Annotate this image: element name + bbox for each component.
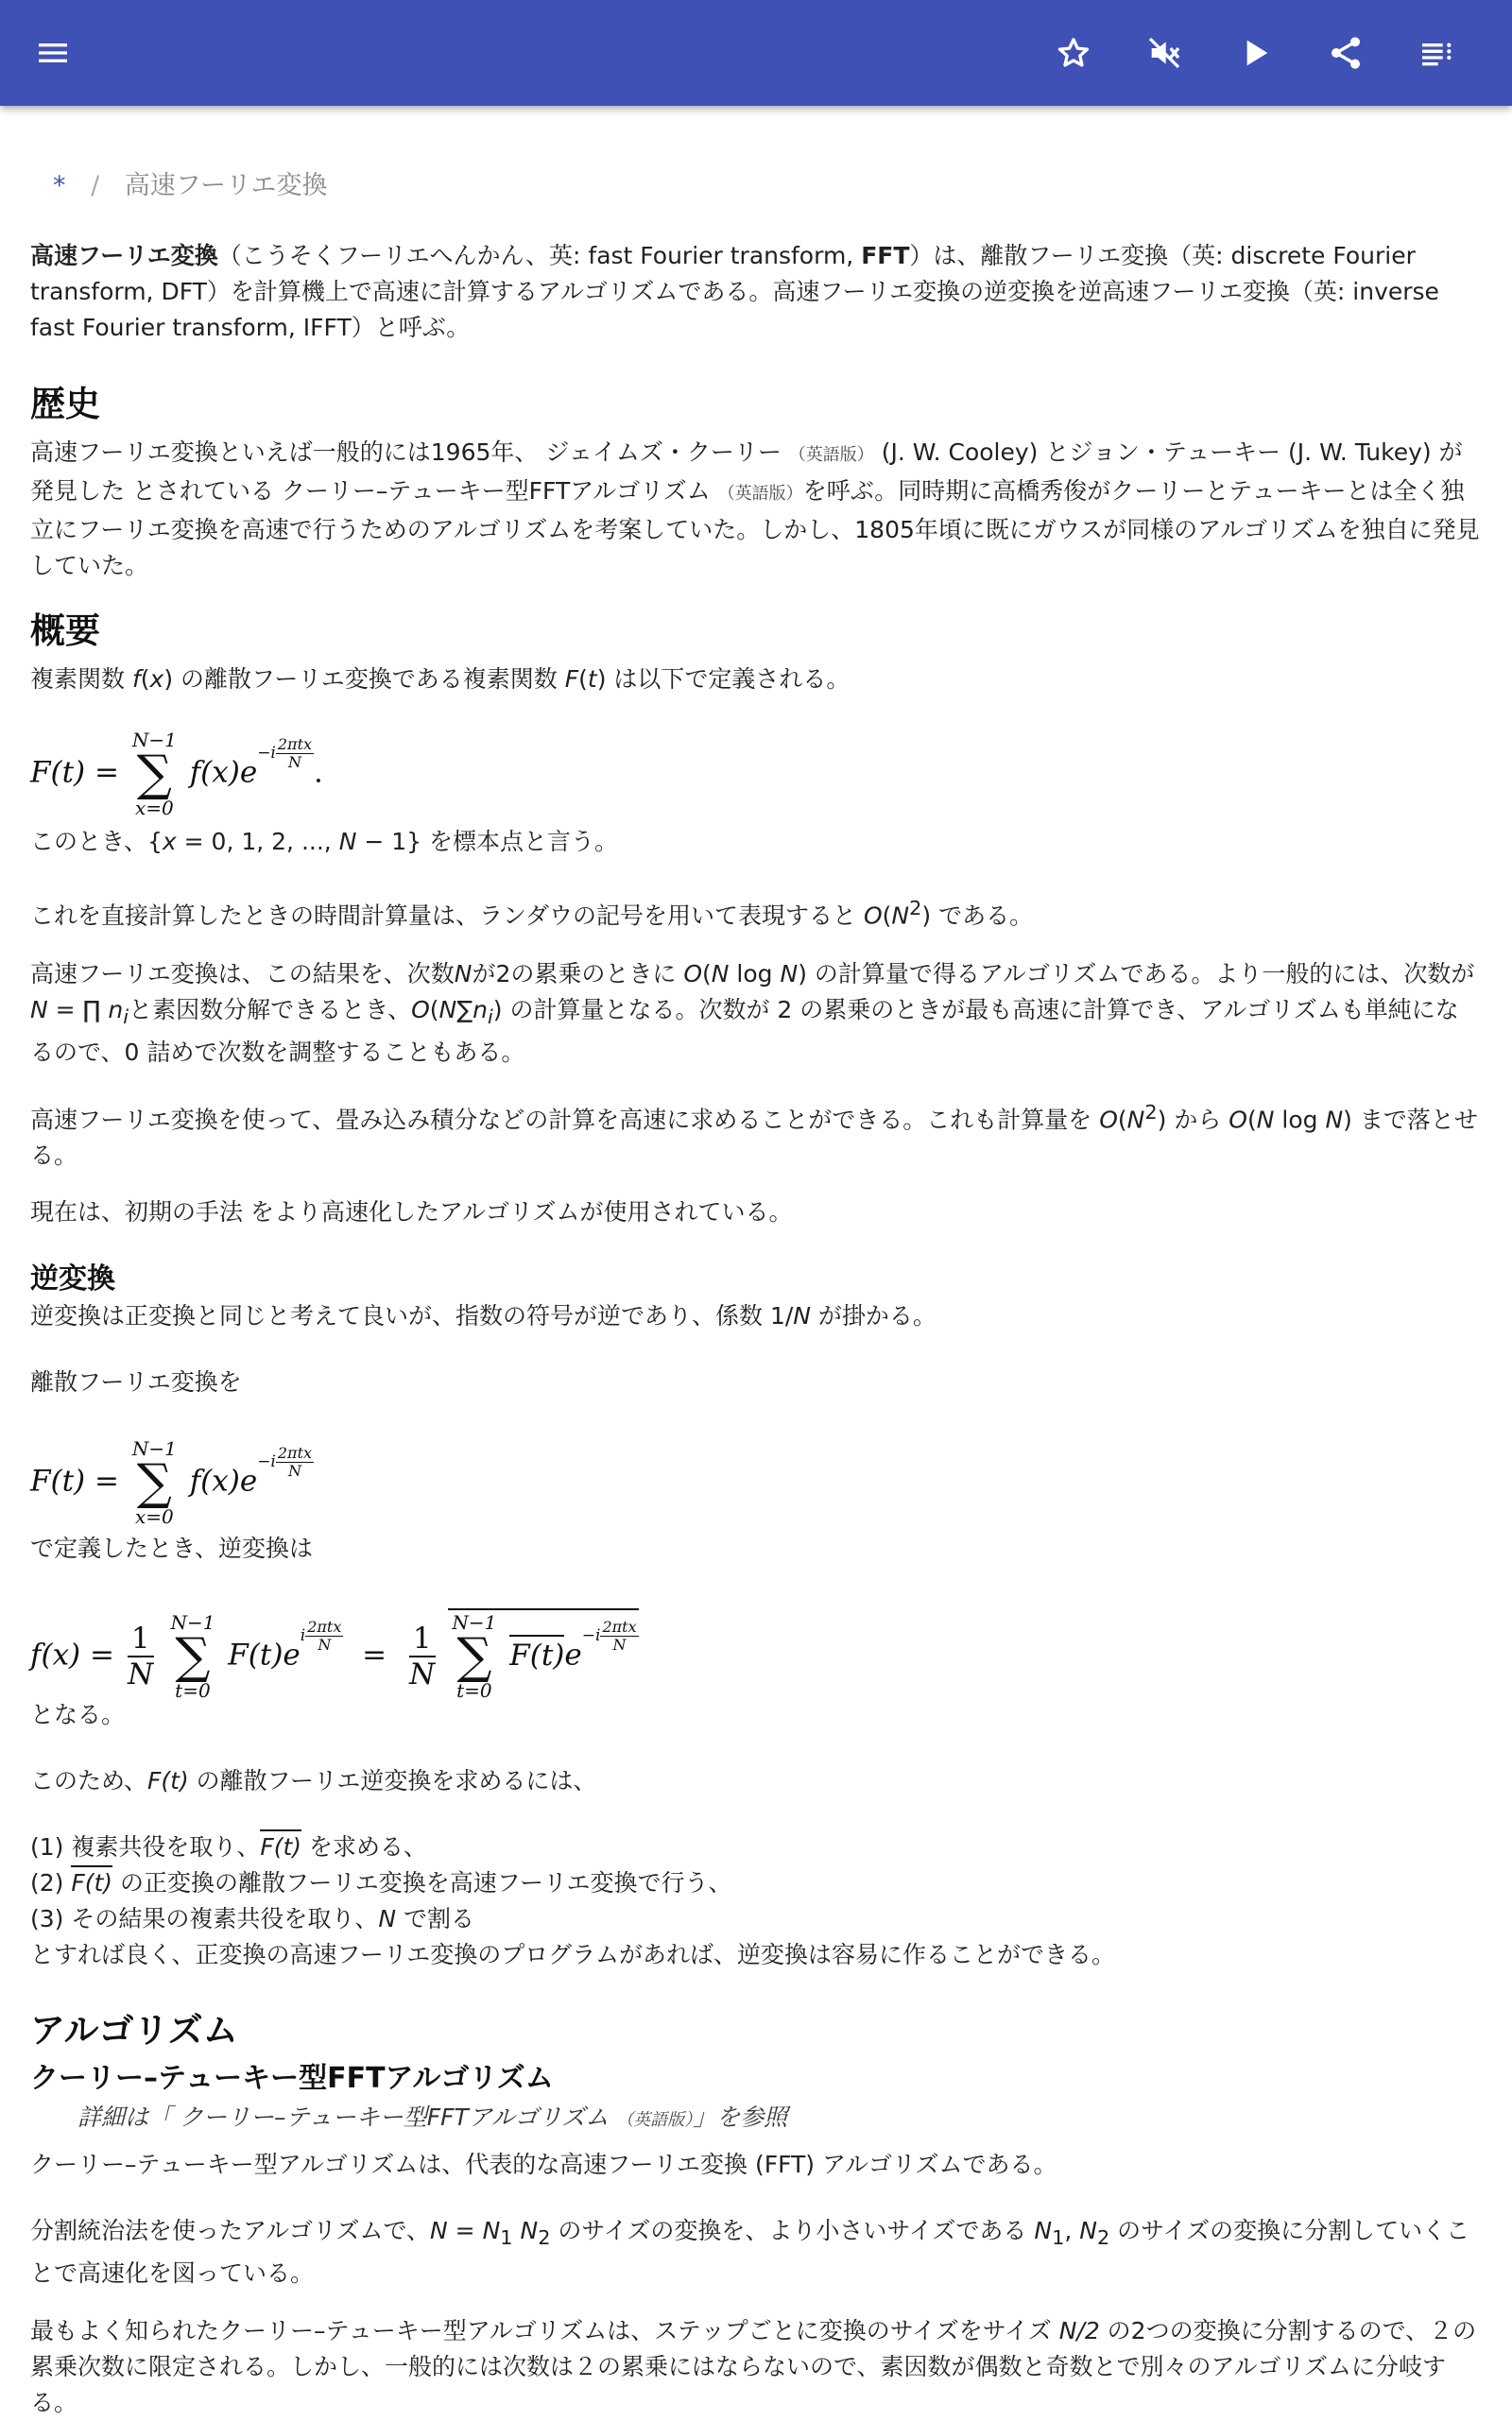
inverse-paragraph-1: 逆変換は正変換と同じと考えて良いが、指数の符号が逆であり、係数 1/N が掛かる。 — [30, 1302, 936, 1330]
algorithm-paragraph-2: 分割統治法を使ったアルゴリズムで、$N = N_1$ $N_2$ のサイズの変換を、より小さいサイズである $N_1$, $N_2$ のサイズの変換に分割していくことで高速化を図っている。 — [30, 2217, 1470, 2287]
algorithm-paragraph-1: クーリー–テューキー型アルゴリズムは、代表的な高速フーリエ変換 (FFT) アルゴリズムである。 — [30, 2151, 1057, 2178]
inverse-paragraph-5: このため、F(t) の離散フーリエ逆変換を求めるには、 — [30, 1767, 597, 1794]
equation-inverse-dft: f(x) = $\frac{1}{N}$ N−1 ∑ t=0 $F(t)e^{i \frac{\text{2πtx}}{N}}$ = $\frac{1}{N}$ N−1 ∑ t=0 $F(t)e^{-i \frac{\text{2πtx}}{N}}$ — [30, 1608, 639, 1701]
inverse-paragraph-2: 離散フーリエ変換を — [30, 1368, 242, 1396]
intro-paragraph: 高速フーリエ変換（こうそくフーリエへんかん、英: fast Fourier transform, FFT）は、離散フーリエ変換（英: discrete Fourier transform, DFT）を計算機上で高速に計算するアルゴリズムである。高速フーリエ変換の逆変換を逆高速フーリエ変換（英: inverse fast Fourier transform, IFFT）と呼ぶ。 — [30, 242, 1439, 341]
playlist-icon — [1418, 34, 1455, 72]
inverse-paragraph-3: で定義したとき、逆変換は — [30, 1535, 314, 1562]
section-title-inverse: 逆変換 — [30, 1262, 115, 1296]
bookmark-button[interactable] — [1043, 23, 1104, 83]
sum-symbol: N−1 ∑ t=0 — [452, 1611, 497, 1702]
overview-paragraph-1: 複素関数 f(x) の離散フーリエ変換である複素関数 F(t) は以下で定義される。 — [30, 665, 850, 693]
overview-paragraph-2: このとき、{x = 0, 1, 2, ..., N − 1} を標本点と言う。 — [30, 828, 618, 855]
menu-icon — [34, 34, 72, 72]
play-button[interactable] — [1225, 23, 1285, 83]
section-title-cooley-tukey: クーリー–テューキー型FFTアルゴリズム — [30, 2062, 554, 2095]
breadcrumb — [53, 168, 327, 204]
see-also-note: 詳細は「 クーリー–テューキー型FFTアルゴリズム （英語版）」を参照 — [77, 2103, 788, 2131]
history-paragraph: 高速フーリエ変換といえば一般的には1965年、 ジェイムズ・クーリー （英語版） (J. W. Cooley) とジョン・テューキー (J. W. Tukey) が発見した とされている クーリー–テューキー型FFTアルゴリズム （英語版）を呼ぶ。同時期に高橋秀俊がクーリーとテューキーとは全く独立にフーリエ変換を高速で行うためのアルゴリズムを考案していた。しかし、1805年頃に既にガウスが同様のアルゴリズムを独自に発見していた。 — [30, 438, 1480, 579]
play-icon — [1236, 34, 1274, 72]
breadcrumb-separator: / — [91, 171, 100, 200]
english-link[interactable]: （英語版） — [616, 2110, 694, 2130]
share-button[interactable] — [1315, 23, 1376, 83]
app-bar — [0, 0, 1512, 106]
contents-button[interactable] — [1406, 23, 1467, 83]
overview-paragraph-4: 高速フーリエ変換は、この結果を、次数Nが2の累乗のときに O(N log N) の計算量で得るアルゴリズムである。より一般的には、次数が N = ∏ $n_i$と素因数分解できるとき、$O(N\sum n_i)$ の計算量となる。次数が 2 の累乗のときが最も高速に計算でき、アルゴリズムも単純になるので、0 詰めで次数を調整することもある。 — [30, 960, 1475, 1066]
equation-dft-2: F(t) = N−1 ∑ x=0 $f(x)e^{-i \frac{\text{2πtx}}{N}}$ — [30, 1437, 313, 1528]
equation-dft: F(t) = N−1 ∑ x=0 $f(x)e^{-i \frac{\text{2πtx}}{N}}$ . — [30, 729, 323, 819]
volume-off-icon — [1145, 34, 1183, 72]
section-title-overview: 概要 — [30, 610, 100, 651]
overview-paragraph-5: 高速フーリエ変換を使って、畳み込み積分などの計算を高速に求めることができる。これも計算量を $O(N^2)$ から O(N log N) まで落とせる。 — [30, 1101, 1478, 1170]
share-icon — [1327, 34, 1365, 72]
sum-symbol: N−1 ∑ t=0 — [170, 1611, 215, 1702]
sum-symbol: N−1 ∑ x=0 — [131, 1437, 177, 1528]
inverse-steps: (1) 複素共役を取り、F(t) を求める、 (2) F(t) の正変換の離散フーリエ変換を高速フーリエ変換で行う、 (3) その結果の複素共役を取り、N で割る とすれば良く、正変換の高速フーリエ変換のプログラムがあれば、逆変換は容易に作ることができる。 — [30, 1829, 1482, 1973]
english-link[interactable]: （英語版） — [717, 484, 803, 504]
section-title-algorithm: アルゴリズム — [30, 2010, 238, 2051]
article-term: 高速フーリエ変換 — [30, 242, 218, 269]
star-outline-icon — [1055, 34, 1092, 72]
breadcrumb-current: 高速フーリエ変換 — [124, 171, 328, 200]
mute-button[interactable] — [1134, 23, 1194, 83]
sum-symbol: N−1 ∑ x=0 — [131, 729, 177, 819]
overview-paragraph-6: 現在は、初期の手法 をより高速化したアルゴリズムが使用されている。 — [30, 1198, 793, 1226]
inverse-paragraph-4: となる。 — [30, 1701, 126, 1728]
section-title-history: 歴史 — [30, 384, 100, 424]
menu-button[interactable] — [23, 23, 83, 83]
english-link[interactable]: （英語版） — [788, 445, 874, 465]
algorithm-paragraph-3: 最もよく知られたクーリー–テューキー型アルゴリズムは、ステップごとに変換のサイズをサイズ N/2 の2つの変換に分割するので、２の累乗次数に限定される。しかし、一般的には次数は２の累乗にはならないので、素因数が偶数と奇数とで別々のアルゴリズムに分岐する。 — [30, 2317, 1477, 2416]
overview-paragraph-3: これを直接計算したときの時間計算量は、ランダウの記号を用いて表現すると $O(N^2)$ である。 — [30, 897, 1034, 930]
breadcrumb-root-link[interactable]: * — [53, 171, 66, 200]
